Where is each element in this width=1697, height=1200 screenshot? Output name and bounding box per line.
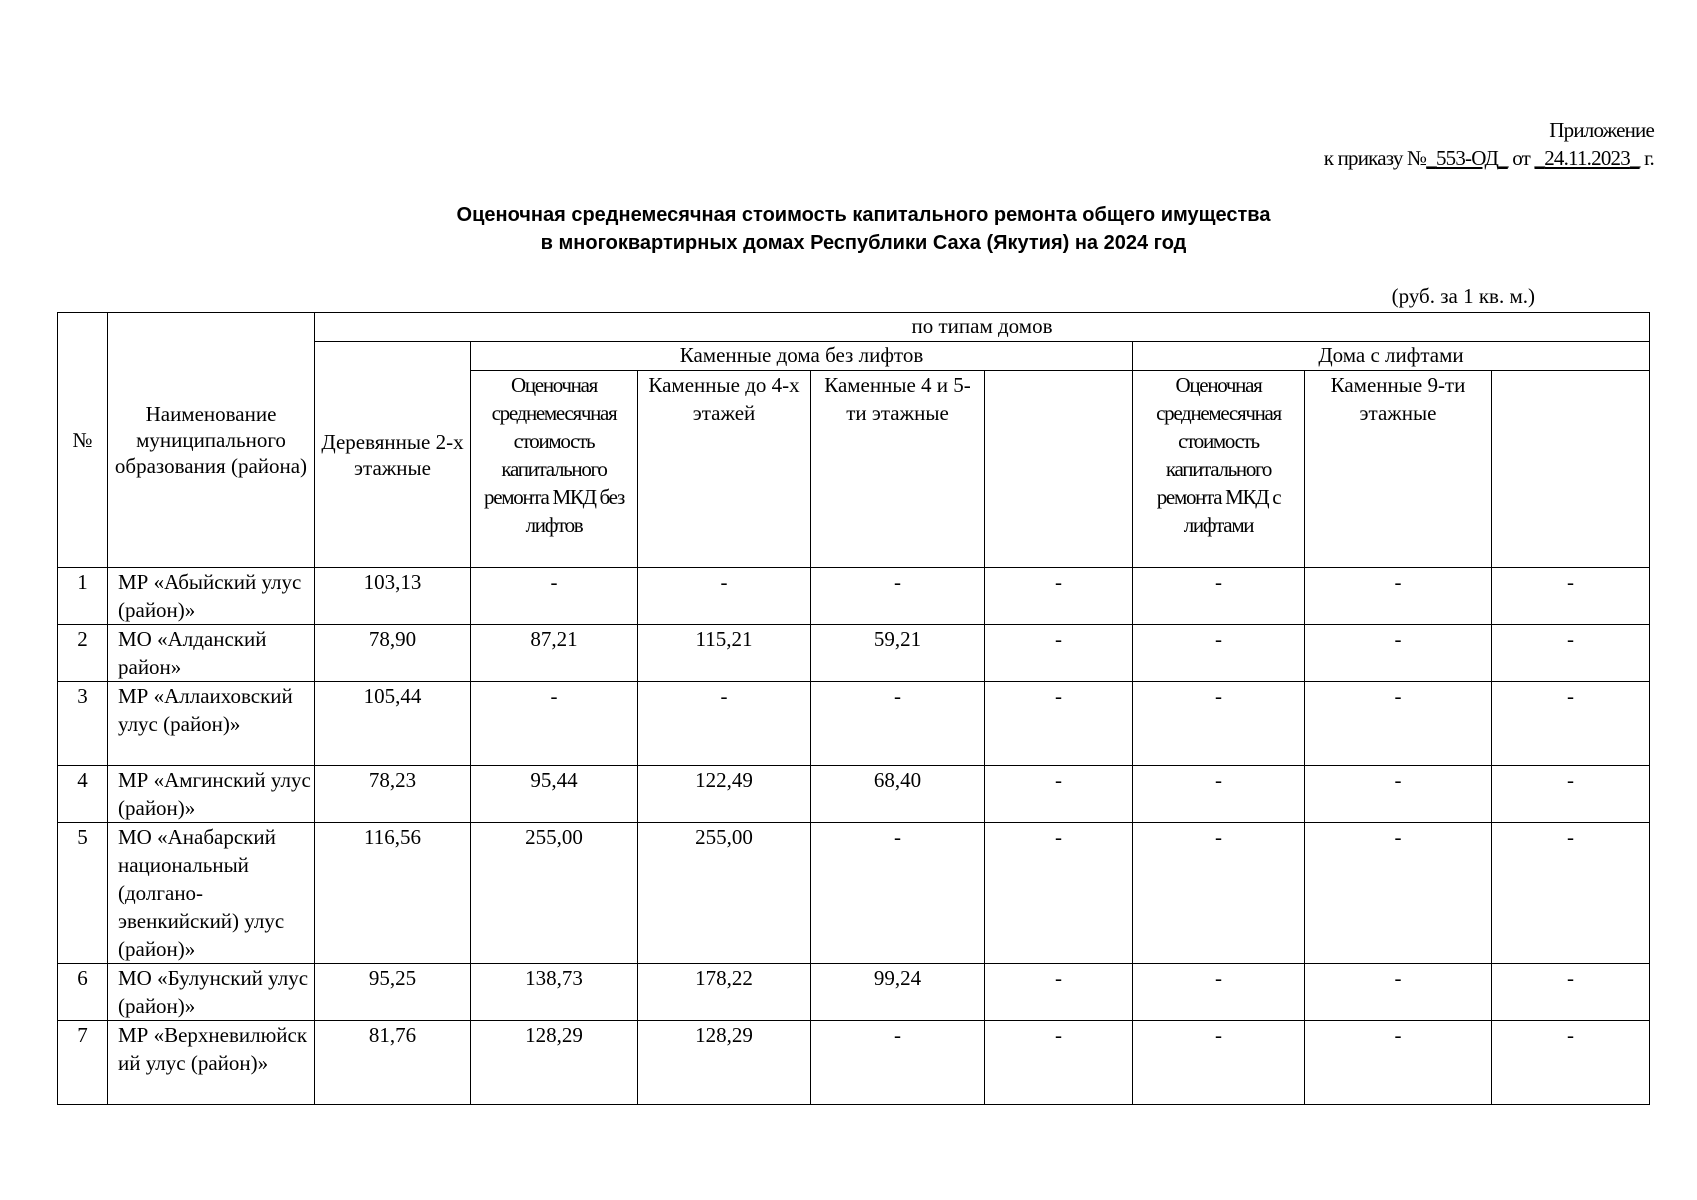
cell-avg-lift: - (1133, 964, 1305, 1021)
units-label: (руб. за 1 кв. м.) (1391, 284, 1535, 308)
table-row (58, 568, 1650, 625)
cell-blank-1: - (985, 568, 1133, 625)
table-row (58, 823, 1650, 964)
cell-avg-lift: - (1133, 823, 1305, 964)
cell-avg-no-lift: 138,73 (471, 964, 638, 1021)
header-by-type: по типам домов (315, 313, 1650, 342)
cell-stone-upto4: - (638, 568, 811, 625)
row-name: МР «Амгинский улус (район)» (108, 766, 315, 823)
cell-stone-upto4: - (638, 682, 811, 766)
header-stone-4-5: Каменные 4 и 5-ти этажные (811, 371, 985, 568)
cell-blank-2: - (1492, 1021, 1650, 1105)
cell-avg-lift: - (1133, 682, 1305, 766)
cell-avg-lift: - (1133, 1021, 1305, 1105)
header-with-lift: Дома с лифтами (1133, 342, 1650, 371)
order-date-prefix: от (1512, 146, 1531, 170)
cell-wooden: 105,44 (315, 682, 471, 766)
cell-stone-4-5: - (811, 568, 985, 625)
cell-avg-no-lift: 87,21 (471, 625, 638, 682)
table-row (58, 625, 1650, 682)
order-suffix: г. (1644, 146, 1654, 170)
header-stone-upto4: Каменные до 4-х этажей (638, 371, 811, 568)
cell-stone-4-5: - (811, 682, 985, 766)
row-num: 2 (58, 625, 108, 682)
document-title (0, 201, 1697, 257)
row-num: 5 (58, 823, 108, 964)
cell-wooden: 95,25 (315, 964, 471, 1021)
cell-stone-9: - (1305, 1021, 1492, 1105)
order-date: _24.11.2023_ (1534, 146, 1640, 170)
cell-avg-no-lift: - (471, 568, 638, 625)
cell-avg-lift: - (1133, 568, 1305, 625)
cell-blank-2: - (1492, 568, 1650, 625)
cell-blank-1: - (985, 1021, 1133, 1105)
row-name: МО «Анабарский национальный (долгано-эвенкийский) улус (район)» (108, 823, 315, 964)
cell-blank-2: - (1492, 964, 1650, 1021)
cell-stone-4-5: - (811, 823, 985, 964)
cell-stone-upto4: 122,49 (638, 766, 811, 823)
cell-avg-lift: - (1133, 766, 1305, 823)
cell-stone-upto4: 128,29 (638, 1021, 811, 1105)
cell-stone-4-5: 59,21 (811, 625, 985, 682)
row-name: МО «Булунский улус (район)» (108, 964, 315, 1021)
table-row (58, 766, 1650, 823)
cell-blank-2: - (1492, 766, 1650, 823)
row-name: МР «Абыйский улус (район)» (108, 568, 315, 625)
cell-blank-1: - (985, 682, 1133, 766)
cell-blank-1: - (985, 766, 1133, 823)
table-body (58, 568, 1650, 1105)
cell-wooden: 116,56 (315, 823, 471, 964)
cell-blank-2: - (1492, 823, 1650, 964)
row-num: 1 (58, 568, 108, 625)
header-wooden: Деревянные 2-х этажные (315, 342, 471, 568)
order-reference (1324, 144, 1654, 172)
row-name: МО «Алданский район» (108, 625, 315, 682)
title-line-1: Оценочная среднемесячная стоимость капитального ремонта общего имущества (456, 204, 1271, 226)
cell-stone-4-5: 99,24 (811, 964, 985, 1021)
cell-avg-no-lift: - (471, 682, 638, 766)
cell-blank-2: - (1492, 625, 1650, 682)
cell-blank-1: - (985, 823, 1133, 964)
cell-stone-9: - (1305, 823, 1492, 964)
cell-avg-no-lift: 95,44 (471, 766, 638, 823)
cell-stone-9: - (1305, 625, 1492, 682)
header-avg-lift: Оценочная среднемесячная стоимость капитального ремонта МКД с лифтами (1133, 371, 1305, 568)
cell-stone-4-5: - (811, 1021, 985, 1105)
row-name: МР «Верхневилюйский улус (район)» (108, 1021, 315, 1105)
row-num: 6 (58, 964, 108, 1021)
cell-stone-9: - (1305, 568, 1492, 625)
header-blank-1 (985, 371, 1133, 568)
appendix-block (1324, 116, 1654, 172)
cell-blank-1: - (985, 964, 1133, 1021)
cell-stone-4-5: 68,40 (811, 766, 985, 823)
cell-stone-9: - (1305, 682, 1492, 766)
cell-stone-upto4: 115,21 (638, 625, 811, 682)
cell-stone-upto4: 178,22 (638, 964, 811, 1021)
cell-blank-1: - (985, 625, 1133, 682)
table-row (58, 964, 1650, 1021)
header-stone-9: Каменные 9-ти этажные (1305, 371, 1492, 568)
cell-avg-no-lift: 128,29 (471, 1021, 638, 1105)
header-name: Наименование муниципального образования (района) (108, 313, 315, 568)
row-name: МР «Аллаиховский улус (район)» (108, 682, 315, 766)
order-prefix: к приказу № (1323, 146, 1427, 170)
title-line-2: в многоквартирных домах Республики Саха (Якутия) на 2024 год (540, 232, 1187, 254)
cell-wooden: 78,23 (315, 766, 471, 823)
cell-blank-2: - (1492, 682, 1650, 766)
cell-wooden: 103,13 (315, 568, 471, 625)
row-num: 3 (58, 682, 108, 766)
header-num: № (58, 313, 108, 568)
row-num: 4 (58, 766, 108, 823)
cell-stone-9: - (1305, 766, 1492, 823)
order-number: _553-ОД_ (1426, 146, 1508, 170)
header-stone-no-lift: Каменные дома без лифтов (471, 342, 1133, 371)
cell-wooden: 81,76 (315, 1021, 471, 1105)
header-avg-no-lift: Оценочная среднемесячная стоимость капитального ремонта МКД без лифтов (471, 371, 638, 568)
cell-avg-lift: - (1133, 625, 1305, 682)
table-row (58, 682, 1650, 766)
appendix-label: Приложение (1549, 118, 1654, 142)
cell-stone-9: - (1305, 964, 1492, 1021)
cost-table (57, 312, 1650, 1105)
row-num: 7 (58, 1021, 108, 1105)
cell-avg-no-lift: 255,00 (471, 823, 638, 964)
table-row (58, 1021, 1650, 1105)
header-blank-2 (1492, 371, 1650, 568)
cell-stone-upto4: 255,00 (638, 823, 811, 964)
cell-wooden: 78,90 (315, 625, 471, 682)
